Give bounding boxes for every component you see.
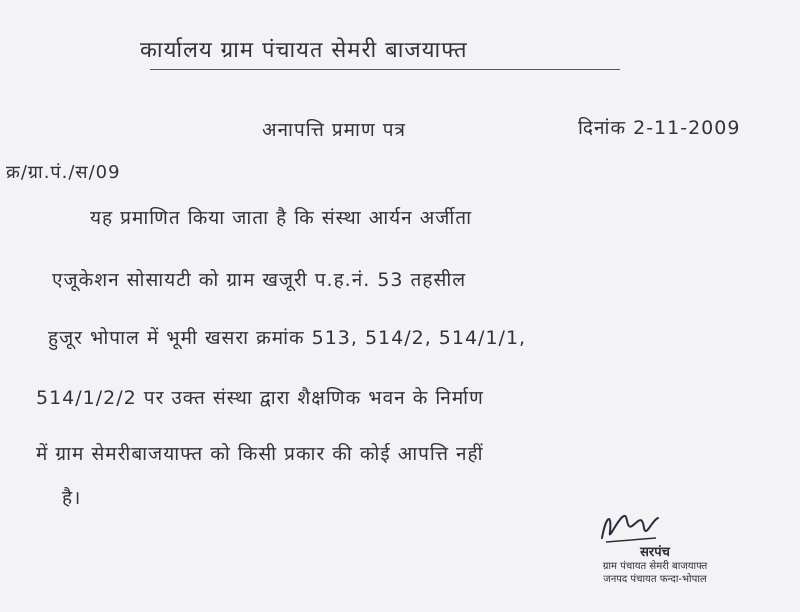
- date-line: दिनांक 2-11-2009: [578, 117, 741, 139]
- office-heading: कार्यालय ग्राम पंचायत सेमरी बाजयाफ्त: [140, 38, 468, 63]
- body-line-2: एजूकेशन सोसायटी को ग्राम खजूरी प.ह.नं. 53 तहसील: [52, 269, 467, 291]
- stamp-line-2: जनपद पंचायत फन्दा-भोपाल: [603, 574, 707, 585]
- body-line-6: है।: [62, 487, 82, 509]
- body-line-5: में ग्राम सेमरीबाजयाफ्त को किसी प्रकार की कोई आपत्ति नहीं: [36, 443, 484, 465]
- certificate-title: अनापत्ति प्रमाण पत्र: [262, 119, 407, 141]
- stamp-title: सरपंच: [640, 545, 670, 560]
- official-stamp: [560, 540, 750, 606]
- heading-underline: [150, 69, 620, 70]
- body-line-3: हुजूर भोपाल में भूमी खसरा क्रमांक 513, 514/2, 514/1/1,: [48, 327, 527, 349]
- stamp-line-1: ग्राम पंचायत सेमरी बाजयाफ्त: [602, 561, 708, 572]
- reference-number: क्र/ग्रा.पं./स/09: [6, 162, 121, 183]
- signature-mark: [598, 508, 662, 544]
- body-line-1: यह प्रमाणित किया जाता है कि संस्था आर्यन अर्जीता: [90, 207, 473, 229]
- body-line-4: 514/1/2/2 पर उक्त संस्था द्वारा शैक्षणिक भवन के निर्माण: [36, 387, 484, 409]
